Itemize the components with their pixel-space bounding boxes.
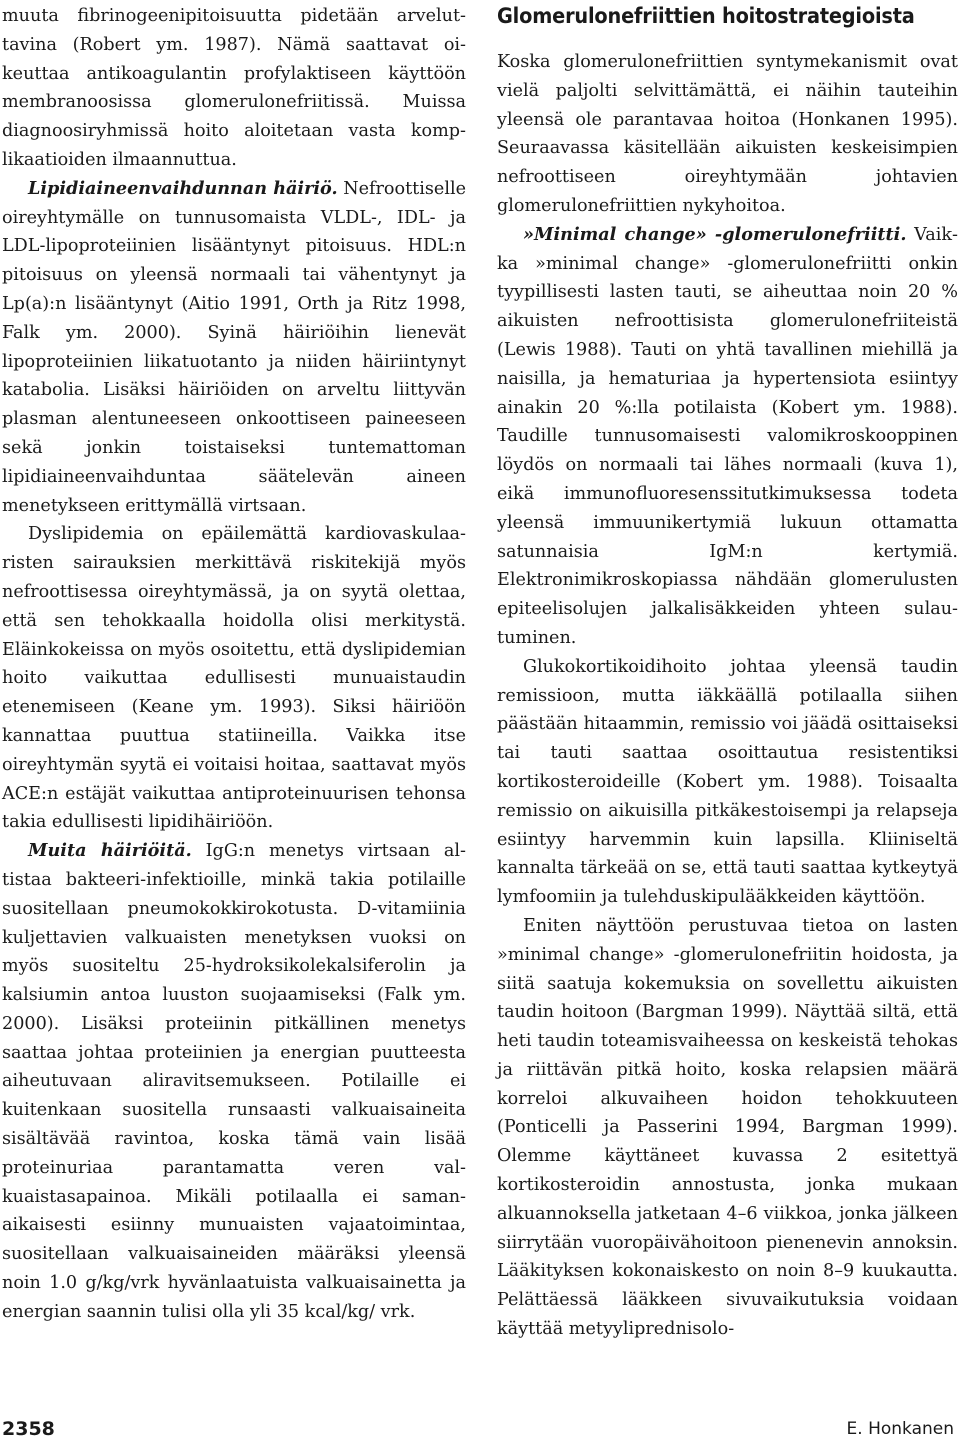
paragraph-lipid-text: Nefroottiselle oireyhtymälle on tunnusomaista VLDL-, IDL- ja LDL-lipoproteiinien lisääntynyt pitoisuus. HDL:n pitoisuus on yleensä normaali tai vähentynyt ja Lp(a):n lisääntynyt (Aitio 1991, Orth ja Ritz 1998, Falk ym. 2000). Syinä häiriöihin lienevät lipoproteiinien liikatuotanto ja niiden häiriintynyt katabolia. Lisäksi häiriöiden on arveltu liittyvän plasman alentuneeseen onkoottiseen paineeseen sekä jonkin toistaiseksi tuntemattoman lipidiaineenvaihduntaa säätelevän aineen menetykseen erittymällä virtsaan. <box>2 178 466 516</box>
run-in-heading-minimal-change: »Minimal change» -glomerulonefriitti. <box>523 223 907 245</box>
section-heading: Glomerulonefriittien hoitostrategioista <box>497 4 915 28</box>
left-column <box>2 2 466 1327</box>
paragraph-lipid-metabolism <box>2 175 466 521</box>
paragraph-minimal-change-text: Vaikka »minimal change» -glomerulonefriitti onkin tyypillisesti lasten tauti, se aiheuttaa noin 20 % aikuisten nefroottisista glomerulonefriiteistä (Lewis 1988). Tauti on yhtä tavallinen miehillä ja naisilla, ja hematuriaa ja hypertensiota esiintyy ainakin 20 %:lla potilaista (Kobert ym. 1988). Taudille tunnusomaisesti valomikroskooppinen löydös on normaali tai lähes normaali (kuva 1), eikä immunofluoresenssitutkimuksessa todeta yleensä immuunikertymiä lukuun ottamatta satunnaisia IgM:n kertymiä. Elektronimikroskopiassa nähdään glomerulusten epiteelisolujen jalkalisäkkeiden yhteen sulautuminen. <box>497 224 958 648</box>
run-in-heading-other: Muita häiriöitä. <box>28 840 192 862</box>
run-in-heading-lipid: Lipidiaineenvaihdunnan häiriö. <box>28 177 338 199</box>
paragraph-other-disorders <box>2 837 466 1327</box>
paragraph-intro: Koska glomerulonefriittien syntymekanismit ovat vielä paljolti selvittämättä, ei näihin tauteihin yleensä ole parantavaa hoitoa (Honkanen 1995). Seuraavassa käsitellään aikuisten keskeisimpien nefroottiseen oireyhtymään johtavien glomerulonefriittien nykyhoitoa. <box>497 52 958 216</box>
paragraph-dyslipidemia: Dyslipidemia on epäilemättä kardiovaskulaaristen sairauksien merkittävä riskitekijä myös nefroottisessa oireyhtymässä, ja on syytä olettaa, että sen tehokkaalla hoidolla olisi merkitystä. Eläinkokeissa on myös osoitettu, että dyslipidemian hoito vaikuttaa edullisesti munuaistaudin etenemiseen (Keane ym. 1993). Siksi häiriöön kannattaa puuttua statiineilla. Vaikka itse oireyhtymän syytä ei voitaisi hoitaa, saattavat myös ACE:n estäjät vaikuttaa antiproteinuurisen tehonsa takia edullisesti lipidihäiriöön. <box>2 524 466 833</box>
author-name: E. Honkanen <box>846 1419 954 1439</box>
paragraph-minimal-change <box>497 221 958 653</box>
paragraph-glucocorticoid: Glukokortikoidihoito johtaa yleensä taudin remissioon, mutta iäkkäällä potilaalla siihen päästään hitaammin, remissio voi jäädä osittaiseksi tai tauti saattaa osoittautua resistentiksi kortikosteroideille (Kobert ym. 1988). Toisaalta remissio on aikuisilla pitkäkestoisempi ja relapseja esiintyy harvemmin kuin lapsilla. Kliiniseltä kannalta tärkeää on se, että tauti saattaa kytkeytyä lymfoomiin ja tulehduskipulääkkeiden käyttöön. <box>497 656 958 908</box>
paragraph-evidence: Eniten näyttöön perustuvaa tietoa on lasten »minimal change» -glomerulonefriitin hoidosta, ja siitä saatuja kokemuksia on sovellettu aikuisten taudin hoitoon (Bargman 1999). Näyttää siltä, että heti taudin toteamisvaiheessa on keskeistä tehokas ja riittävän pitkä hoito, koska relapsien määrä korreloi alkuvaiheen hoidon tehokkuuteen (Ponticelli ja Passerini 1994, Bargman 1999). Olemme käyttäneet kuvassa 2 esitettyä kortikosteroidin annostusta, jonka mukaan alkuannoksella jatketaan 4–6 viikkoa, jonka jälkeen siirrytään vuoropäivähoitoon pienenevin annoksin. Lääkityksen kokonaiskesto on noin 8–9 kuukautta. Pelättäessä lääkkeen sivuvaikutuksia voidaan käyttää metyyliprednisolo- <box>497 915 958 1340</box>
right-column <box>497 0 958 1344</box>
paragraph-fibrinogen: muuta fibrinogeenipitoisuutta pidetään arveluttavina (Robert ym. 1987). Nämä saattavat oikeuttaa antikoagulantin profylaktiseen käyttöön membranoosissa glomerulonefriitissä. Muissa diagnoosiryhmissä hoito aloitetaan vasta komplikaatioiden ilmaannuttua. <box>2 6 466 170</box>
paragraph-other-text: IgG:n menetys virtsaan altistaa bakteeri-infektioille, minkä takia potilaille suositellaan pneumokokkirokotusta. D-vitamiinia kuljettavien valkuaisten menetyksen vuoksi on myös suositeltu 25-hydroksikolekalsiferolin ja kalsiumin antoa luuston suojaamiseksi (Falk ym. 2000). Lisäksi proteiinin pitkällinen menetys saattaa johtaa proteiinien ja energian puutteesta aiheutuvaan aliravitsemukseen. Potilaille ei kuitenkaan suositella runsaasti valkuaisaineita sisältävää ravintoa, koska tämä vain lisää proteinuriaa parantamatta veren valkuaistasapainoa. Mikäli potilaalla ei samanaikaisesti esiinny munuaisten vajaatoimintaa, suositellaan valkuaisaineiden määräksi yleensä noin 1.0 g/kg/vrk hyvänlaatuista valkuaisainetta ja energian saannin tulisi olla yli 35 kcal/kg/ vrk. <box>2 841 466 1322</box>
page-number: 2358 <box>2 1418 55 1440</box>
